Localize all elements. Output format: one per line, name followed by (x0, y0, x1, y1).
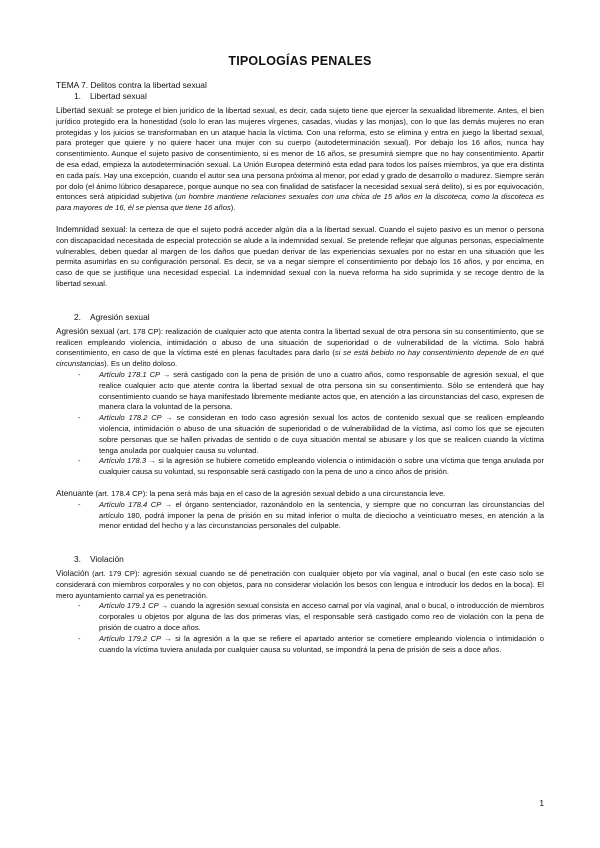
section-number: 2. (74, 311, 81, 322)
section-heading-violacion (56, 554, 544, 565)
paragraph-violacion (56, 569, 544, 601)
list-item: - Artículo 179.2 CP → si la agresión a la que se refiere el apartado anterior se cometiere empleando violencia o intimidación o cuando la víctima tuviera anulada por cualquier causa su voluntad, se impondrá la pena de prisión de seis a doce años. (78, 633, 545, 654)
section-title: Agresión sexual (90, 311, 150, 322)
paragraph-body: (art. 178 CP): realización de cualquier acto que atenta contra la libertad sexual de otra persona sin su consentimiento, que se realicen empleando violencia, intimidación o abuso de una situación de superioridad o de vulnerabilidad de la víctima. Solo habrá consentimiento, en caso de que la víctima esté en plenas facultades para darlo ( (56, 326, 544, 358)
list-item: - Artículo 179.1 CP → cuando la agresión sexual consista en acceso carnal por vía vaginal, anal o bucal, o introducción de miembros corporales u objetos por alguna de las dos primeras vías, el responsable será castigado como reo de violación con la pena de prisión de cuatro a doce años. (78, 601, 545, 633)
section-heading-agresion (56, 312, 544, 323)
section-number: 3. (74, 554, 81, 565)
article-ref: Artículo 178.3 → (99, 456, 157, 466)
article-text: el órgano sentenciador, razonándolo en la sentencia, y siempre que no concurran las circunstancias del artículo 180, podrá imponer la pena de prisión en su mitad inferior o multa de dieciocho a veinticuatro meses, en atención a la menor entidad del hecho y a las circunstancias personales del culpable. (99, 499, 545, 531)
article-text: si la agresión se hubiere cometido empleando violencia o intimidación o sobre una víctima que tenga anulada por cualquier causa su voluntad, su responsable será castigado con la pena de uno a cinco años de prisión. (99, 456, 544, 477)
article-text: cuando la agresión sexual consista en acceso carnal por vía vaginal, anal o bucal, o introducción de miembros corporales u objetos por alguna de las dos primeras vías, el responsable será castigado como reo de violación con la pena de prisión de cuatro a doce años. (99, 601, 545, 633)
document-title: TIPOLOGÍAS PENALES (228, 54, 372, 68)
violacion-article-list (56, 601, 544, 655)
article-ref: Artículo 179.2 CP → (99, 633, 172, 643)
article-ref: Artículo 178.1 CP → (99, 369, 171, 379)
example-text: un hombre mantiene relaciones sexuales con una chica de 15 años en la discoteca, como la discoteca es para mayores de 16, él se piensa que tiene 16 años (56, 192, 544, 213)
paragraph-body: (art. 178.4 CP): la pena será más baja en el caso de la agresión sexual debido a una circunstancia leve. (93, 488, 446, 498)
paragraph-end: ). Es un delito doloso. (104, 359, 178, 369)
paragraph-atenuante (56, 489, 544, 500)
example-text: si se está bebido no hay consentimiento depende de en qué circunstancias (56, 348, 544, 369)
term-lead: Violación (56, 569, 90, 579)
article-text: será castigado con la pena de prisión de uno a cuatro años, como responsable de agresión sexual, el que realice cualquier acto que atente contra la libertad sexual de otra persona sin su consentimiento. Sólo se entenderá que hay consentimiento cuando se haya manifestado libremente mediante actos que, en atención a las circunstancias del caso, expresen de manera clara la voluntad de la persona. (99, 369, 544, 412)
section-title: Libertad sexual (90, 91, 147, 101)
atenuante-article-list (56, 500, 544, 532)
paragraph-body: : la certeza de que el sujeto podrá acceder algún día a la libertad sexual. Cuando el sujeto pasivo es un menor o persona con discapacidad necesitada de especial protección se alude a la indemnidad sexual. Se pretende reflejar que algunas personas, especialmente vulnerables, deben quedar al margen de los daños que puedan derivar de las experiencias sexuales por no estar en una situación que les permita asumirlas en su configuración personal. Es decir, se va a negar siempre el consentimiento por debajo los 16 años, y por encima, en caso de que se justifique una necesidad especial. La indemnidad sexual con la nueva reforma ha sido suprimida y se recoge dentro de la libertad sexual. (56, 224, 545, 288)
paragraph-libertad-sexual (56, 106, 544, 214)
list-item: - Artículo 178.3 → si la agresión se hubiere cometido empleando violencia o intimidación o sobre una víctima que tenga anulada por cualquier causa su voluntad, su responsable será castigado con la pena de uno a cinco años de prisión. (78, 456, 544, 477)
article-text: si la agresión a la que se refiere el apartado anterior se cometiere empleando violencia o intimidación o cuando la víctima tuviera anulada por cualquier causa su voluntad, se impondrá la pena de prisión de seis a doce años. (99, 633, 545, 654)
paragraph-body: (art. 179 CP): agresión sexual cuando se dé penetración con cualquier objeto por vía vaginal, anal o bucal (en este caso solo se considerará con miembros corporales y no con objetos, para no considerar violación los besos con lengua e introducir los dedos en la boca). El mero ayuntamiento carnal ya es penetración. (56, 569, 544, 600)
section-title: Violación (90, 554, 124, 565)
section-heading-libertad (56, 91, 544, 102)
paragraph-body: : se protege el bien jurídico de la libertad sexual, es decir, cada sujeto tiene que ejercer la sexualidad libremente. Antes, el bien jurídico protegido era la honestidad (solo lo eran las mujeres vírgenes, casadas, viudas y las monjas), con lo que las demás mujeres no eran protegidas y los juicios se transformaban en un ataque hacia la víctima. Con una reforma, esto se elimina y entra en juego la libertad sexual, para proteger que quiere y no quiere hacer una mujer con su cuerpo (autodeterminación sexual). Por debajo los 16 años, nunca hay consentimiento. Aunque el sujeto pasivo de consentimiento, si es menor de 16 años, se presumirá siempre que no hay consentimiento. Apartir de esa edad, empieza la autodeterminación sexual. La Unión Europea determinó esta edad para todos los países miembros, ya que era distinta en cada país. Hay una excepción, cuando el autor sea una persona próxima al menor, por edad y grado de desarrollo o madurez. Siempre serán por dolo (el ánimo lúbrico desaparece, porque aunque no sea con finalidad de satisfacer la necesidad sexual será delito), si es por equivocación, entonces será atipicidad subjetiva ( (56, 106, 544, 202)
list-item: - Artículo 178.4 CP → el órgano sentenciador, razonándolo en la sentencia, y siempre que no concurran las circunstancias del artículo 180, podrá imponer la pena de prisión en su mitad inferior o multa de dieciocho a veinticuatro meses, en atención a la menor entidad del hecho y a las circunstancias personales del culpable. (78, 499, 545, 531)
document-page (56, 54, 544, 655)
agresion-article-list (56, 370, 544, 478)
paragraph-agresion-sexual (56, 327, 544, 370)
term-lead: Atenuante (56, 488, 94, 498)
term-lead: Libertad sexual (56, 106, 112, 115)
paragraph-indemnidad-sexual (56, 225, 544, 290)
article-ref: Artículo 178.2 CP → (99, 413, 173, 423)
term-lead: Agresión sexual (56, 326, 115, 336)
list-item: - Artículo 178.1 CP → será castigado con la pena de prisión de uno a cuatro años, como responsable de agresión sexual, el que realice cualquier acto que atente contra la libertad sexual de otra persona sin su consentimiento. Sólo se entenderá que hay consentimiento cuando se haya manifestado libremente mediante actos que, en atención a las circunstancias del caso, expresen de manera clara la voluntad de la persona. (78, 369, 544, 412)
article-ref: Artículo 178.4 CP → (99, 499, 173, 509)
paragraph-end: ). (230, 203, 236, 213)
list-item: - Artículo 178.2 CP → se consideran en todo caso agresión sexual los actos de contenido sexual que se realicen empleando violencia, intimidación o abuso de una situación de superioridad o de vulnerabilidad de la víctima, así como los que se ejecuten sobre personas que se hallen privadas de sentido o de cuya situación mental se abusare y los que se realicen cuando la víctima tenga anulada por cualquier causa su voluntad. (78, 413, 544, 455)
term-lead: Indemnidad sexual (56, 224, 126, 234)
article-text: se consideran en todo caso agresión sexual los actos de contenido sexual que se realicen empleando violencia, intimidación o abuso de una situación de superioridad o de vulnerabilidad de la víctima, así como los que se ejecuten sobre personas que se hallen privadas de sentido o de cuya situación mental se abusare y los que se realicen cuando la víctima tenga anulada por cualquier causa su voluntad. (99, 413, 544, 455)
topic-heading: TEMA 7. Delitos contra la libertad sexual (56, 80, 207, 90)
article-ref: Artículo 179.1 CP → (99, 601, 169, 611)
page-number: 1 (539, 798, 544, 808)
section-number: 1. (74, 91, 81, 101)
